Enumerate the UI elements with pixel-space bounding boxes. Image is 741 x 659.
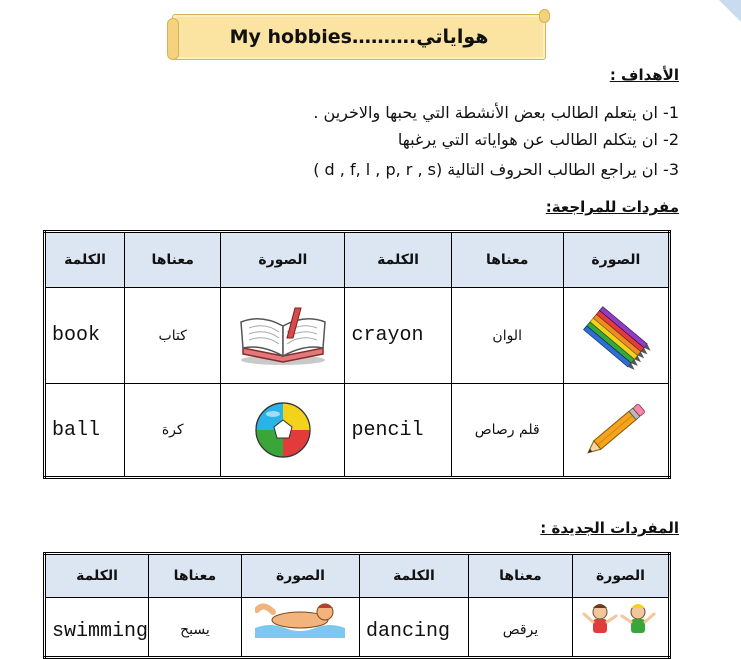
book-icon [235, 304, 331, 368]
table-row [45, 288, 670, 384]
word-cell: book [45, 288, 125, 384]
header-word: الكلمة [45, 232, 125, 288]
picture-cell [563, 288, 669, 384]
meaning-cell: قلم رصاص [451, 384, 563, 478]
header-meaning: معناها [451, 232, 563, 288]
picture-cell [221, 288, 345, 384]
picture-cell [221, 384, 345, 478]
review-table [43, 230, 671, 479]
meaning-cell: الوان [451, 288, 563, 384]
objective-2: 2- ان يتكلم الطالب عن هواياته التي يرغبها [397, 130, 679, 149]
header-word: الكلمة [345, 232, 451, 288]
header-meaning: معناها [125, 232, 221, 288]
scroll-curl-right [539, 9, 550, 23]
objectives-heading: الأهداف : [609, 66, 679, 84]
new-vocab-header-row [45, 554, 670, 598]
table-row [45, 384, 670, 478]
dancing-kids-icon [580, 598, 660, 638]
word-cell: pencil [345, 384, 451, 478]
header-picture: الصورة [572, 554, 669, 598]
header-word: الكلمة [360, 554, 469, 598]
word-cell: crayon [345, 288, 451, 384]
header-picture: الصورة [563, 232, 669, 288]
word-cell: ball [45, 384, 125, 478]
new-vocab-table [43, 552, 671, 659]
new-vocab-heading: المفردات الجديدة : [540, 519, 679, 537]
review-header-row [45, 232, 670, 288]
crayons-icon [579, 301, 653, 371]
page-title: My hobbies……….هواياتي [229, 26, 489, 48]
word-cell: swimming [45, 598, 149, 658]
header-picture: الصورة [221, 232, 345, 288]
header-picture: الصورة [241, 554, 359, 598]
meaning-cell: يسبح [149, 598, 242, 658]
title-banner [172, 14, 546, 60]
meaning-cell: يرقص [468, 598, 572, 658]
pencil-icon [578, 395, 654, 465]
meaning-cell: كتاب [125, 288, 221, 384]
header-meaning: معناها [468, 554, 572, 598]
header-word: الكلمة [45, 554, 149, 598]
picture-cell [572, 598, 669, 658]
table-row [45, 598, 670, 658]
picture-cell [563, 384, 669, 478]
picture-cell [241, 598, 359, 658]
header-meaning: معناها [149, 554, 242, 598]
objective-1: 1- ان يتعلم الطالب بعض الأنشطة التي يحبها والاخرين . [313, 103, 679, 122]
swimmer-icon [255, 598, 345, 638]
meaning-cell: كرة [125, 384, 221, 478]
word-cell: dancing [360, 598, 469, 658]
ball-icon [253, 400, 313, 460]
review-heading: مفردات للمراجعة: [545, 198, 679, 216]
page-corner-decoration [719, 0, 741, 22]
objective-3: 3- ان يراجع الطالب الحروف التالية (d , f, l , p, r , s ) [313, 160, 679, 179]
